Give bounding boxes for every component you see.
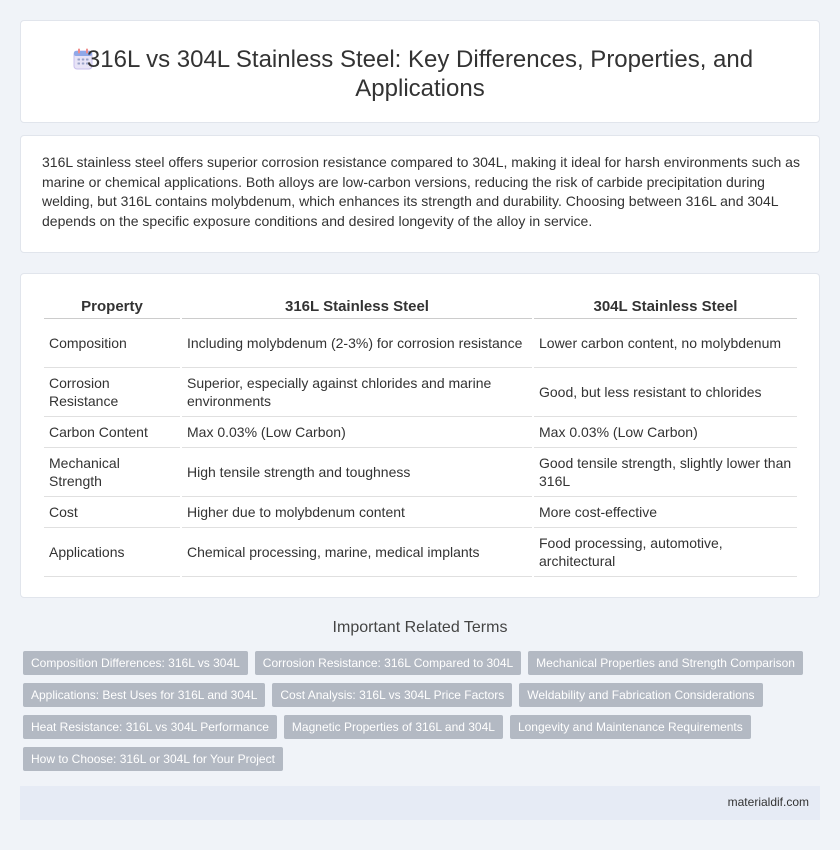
comparison-table [42,294,799,577]
header-316l: 316L Stainless Steel [182,294,532,319]
header-property: Property [44,294,180,319]
table-cell: Applications [44,528,180,577]
table-cell: Max 0.03% (Low Carbon) [534,417,797,448]
footer [20,786,820,820]
intro-paragraph: 316L stainless steel offers superior corrosion resistance compared to 304L, making it ideal for harsh environments such as marine or chemical applications. Both alloys are low-carbon versions, reducing the risk of carbide precipitation during welding, but 316L contains molybdenum, which enhances its strength and durability. Choosing between 316L and 304L depends on the specific exposure conditions and desired longevity of the alloy in service. [42,154,800,229]
table-row [44,497,797,528]
related-term-tag[interactable]: Corrosion Resistance: 316L Compared to 304L [255,651,521,675]
title-card [20,20,820,123]
table-cell: Chemical processing, marine, medical implants [182,528,532,577]
table-cell: Composition [44,319,180,368]
table-cell: Max 0.03% (Low Carbon) [182,417,532,448]
table-cell: Mechanical Strength [44,448,180,497]
page-title-line-1: 316L vs 304L Stainless Steel: Key Differences, Properties, and [86,46,754,73]
comparison-table-card [20,273,820,598]
table-cell: Food processing, automotive, architectural [534,528,797,577]
related-terms-list [23,651,823,771]
related-term-tag[interactable]: Cost Analysis: 316L vs 304L Price Factors [272,683,512,707]
table-cell: Cost [44,497,180,528]
header-304l: 304L Stainless Steel [534,294,797,319]
intro-card [20,135,820,253]
table-cell: Corrosion Resistance [44,368,180,417]
related-terms-title: Important Related Terms [332,619,508,636]
table-cell: Including molybdenum (2-3%) for corrosion resistance [182,319,532,368]
page-title-line-2: Applications [355,75,485,102]
page-title [21,45,819,103]
related-term-tag[interactable]: Mechanical Properties and Strength Comparison [528,651,803,675]
related-term-tag[interactable]: Magnetic Properties of 316L and 304L [284,715,503,739]
table-cell: Good, but less resistant to chlorides [534,368,797,417]
table-cell: Carbon Content [44,417,180,448]
table-cell: Superior, especially against chlorides and marine environments [182,368,532,417]
related-term-tag[interactable]: Heat Resistance: 316L vs 304L Performance [23,715,277,739]
table-cell: Lower carbon content, no molybdenum [534,319,797,368]
related-term-tag[interactable]: Longevity and Maintenance Requirements [510,715,751,739]
footer-site-name[interactable]: materialdif.com [727,795,809,809]
related-term-tag[interactable]: Weldability and Fabrication Considerations [519,683,762,707]
table-cell: Good tensile strength, slightly lower than 316L [534,448,797,497]
table-row [44,417,797,448]
table-cell: High tensile strength and toughness [182,448,532,497]
table-row [44,368,797,417]
related-term-tag[interactable]: How to Choose: 316L or 304L for Your Project [23,747,283,771]
table-row [44,319,797,368]
table-header-row [44,294,797,319]
table-row [44,528,797,577]
related-term-tag[interactable]: Composition Differences: 316L vs 304L [23,651,248,675]
related-term-tag[interactable]: Applications: Best Uses for 316L and 304L [23,683,265,707]
table-cell: Higher due to molybdenum content [182,497,532,528]
table-cell: More cost-effective [534,497,797,528]
table-row [44,448,797,497]
